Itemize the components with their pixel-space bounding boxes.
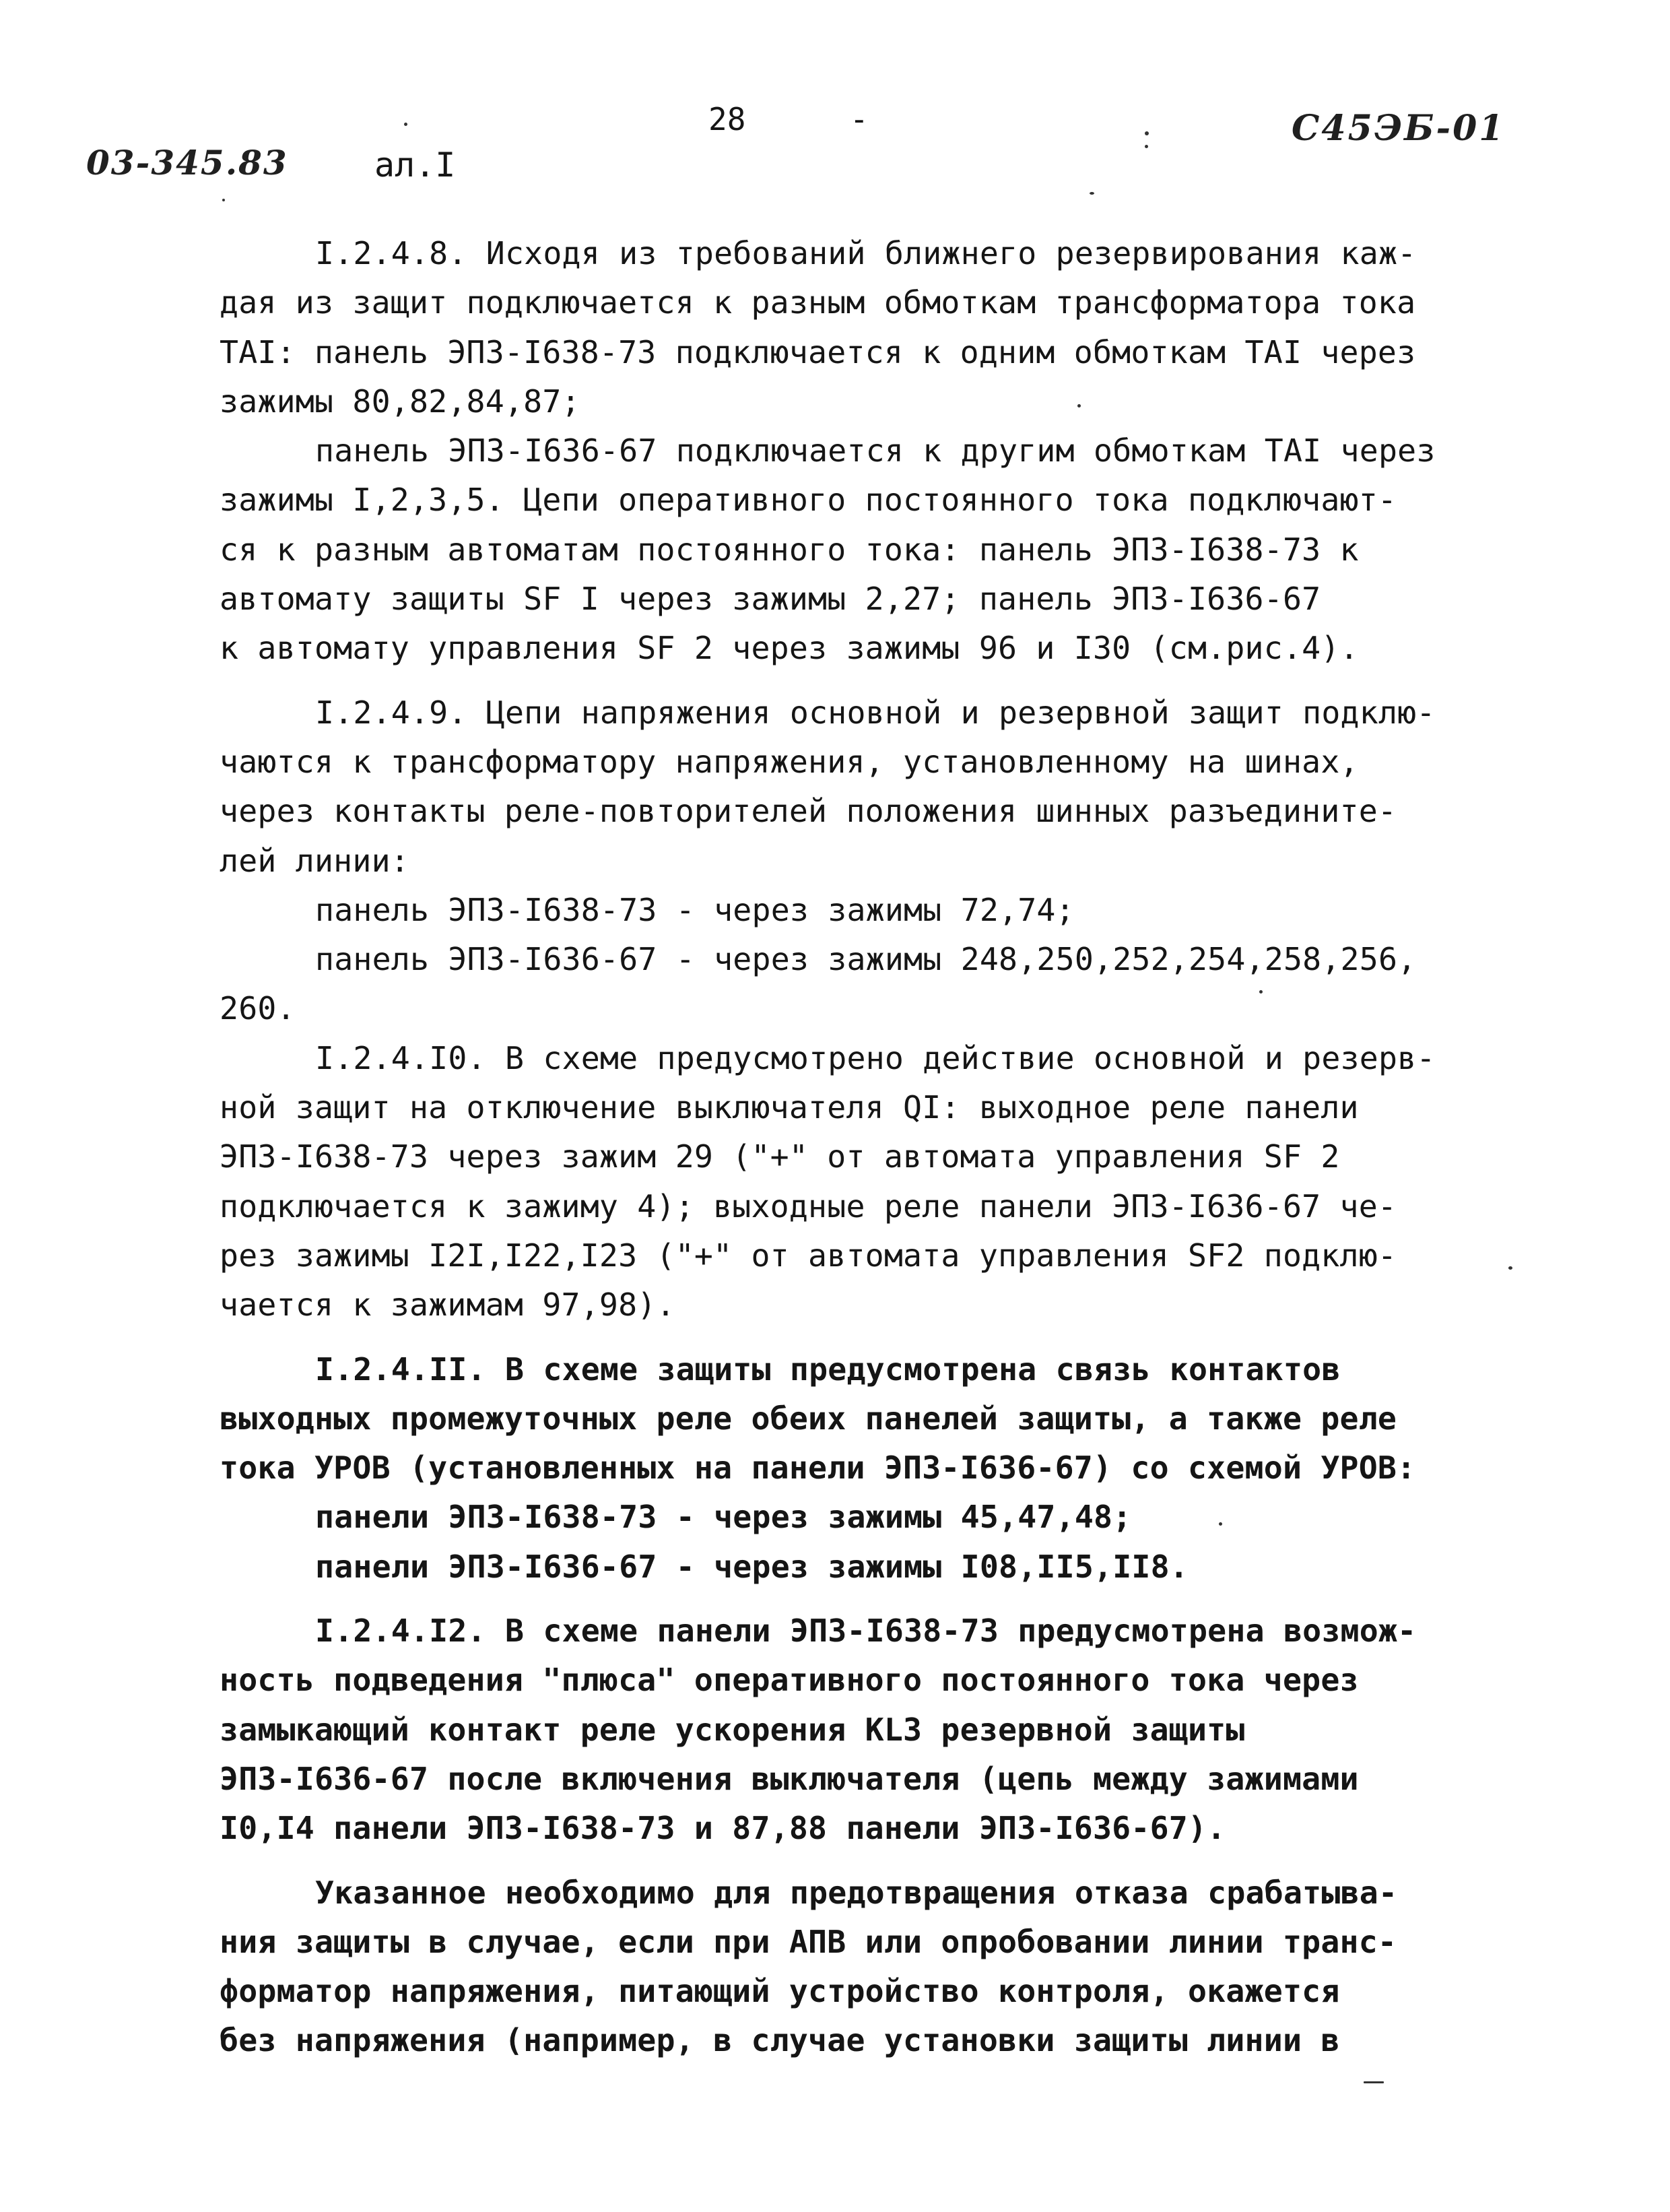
text-line: панели ЭПЗ-I636-67 - через зажимы I08,II5,II8. bbox=[315, 1548, 1189, 1585]
text-line: чаются к трансформатору напряжения, установленному на шинах, bbox=[220, 743, 1359, 780]
text-line: без напряжения (например, в случае установки защиты линии в bbox=[220, 2022, 1340, 2059]
handwritten-archive-code: С45ЭБ-01 bbox=[1292, 108, 1506, 149]
document-body bbox=[220, 229, 1485, 2066]
text-line: чается к зажимам 97,98). bbox=[220, 1287, 675, 1324]
text-line: к автомату управления SF 2 через зажимы 96 и I30 (см.рис.4). bbox=[220, 630, 1359, 667]
text-line: I.2.4.8. Исходя из требований ближнего резервирования каж- bbox=[315, 235, 1417, 271]
text-line: панели ЭПЗ-I638-73 - через зажимы 45,47,48; bbox=[315, 1499, 1132, 1536]
sheet-label: ал.I bbox=[374, 145, 456, 185]
scan-speck bbox=[1508, 1266, 1512, 1270]
scan-speck bbox=[1077, 404, 1081, 408]
scan-speck bbox=[404, 123, 407, 126]
text-line: зажимы I,2,3,5. Цепи оперативного постоянного тока подключают- bbox=[220, 482, 1397, 519]
paragraph-1-2-4-8 bbox=[220, 229, 1485, 426]
paragraph-1-2-4-11 bbox=[220, 1345, 1485, 1592]
handwritten-document-code: 03-345.83 bbox=[86, 143, 288, 183]
text-line: I.2.4.I2. В схеме панели ЭПЗ-I638-73 предусмотрена возмож- bbox=[315, 1613, 1417, 1650]
scan-speck bbox=[1145, 145, 1148, 148]
paragraph-1-2-4-10 bbox=[220, 1034, 1485, 1330]
text-line: подключается к зажиму 4); выходные реле панели ЭПЗ-I636-67 че- bbox=[220, 1188, 1397, 1225]
text-line: панель ЭПЗ-I636-67 - через зажимы 248,250,252,254,258,256, bbox=[315, 941, 1417, 978]
paragraph-1-2-4-12 bbox=[220, 1606, 1485, 1853]
text-line: I0,I4 панели ЭПЗ-I638-73 и 87,88 панели ЭПЗ-I636-67). bbox=[220, 1810, 1226, 1847]
text-line: панель ЭПЗ-I638-73 - через зажимы 72,74; bbox=[315, 891, 1075, 928]
text-line: через контакты реле-повторителей положения шинных разъедините- bbox=[220, 793, 1397, 830]
paragraph-panel-connections bbox=[220, 426, 1485, 673]
text-line: зажимы 80,82,84,87; bbox=[220, 383, 580, 420]
text-line: тока УРОВ (установленных на панели ЭПЗ-I636-67) со схемой УРОВ: bbox=[220, 1450, 1416, 1487]
paragraph-explanation bbox=[220, 1868, 1485, 2066]
text-line: рез зажимы I2I,I22,I23 ("+" от автомата управления SF2 подклю- bbox=[220, 1237, 1397, 1274]
text-line: ЭПЗ-I636-67 после включения выключателя (цепь между зажимами bbox=[220, 1760, 1359, 1797]
text-line: I.2.4.II. В схеме защиты предусмотрена связь контактов bbox=[315, 1351, 1341, 1388]
text-line: ся к разным автоматам постоянного тока: панель ЭПЗ-I638-73 к bbox=[220, 531, 1359, 568]
text-line: 260. bbox=[220, 990, 296, 1027]
text-line: ность подведения "плюса" оперативного постоянного тока через bbox=[220, 1662, 1359, 1699]
text-line: панель ЭПЗ-I636-67 подключается к другим обмоткам ТАI через bbox=[315, 432, 1436, 469]
text-line: форматор напряжения, питающий устройство контроля, окажется bbox=[220, 1973, 1340, 2010]
scan-speck bbox=[1219, 1522, 1222, 1526]
text-line: выходных промежуточных реле обеих панелей защиты, а также реле bbox=[220, 1400, 1397, 1437]
text-line: автомату защиты SF I через зажимы 2,27; панель ЭПЗ-I636-67 bbox=[220, 581, 1321, 618]
text-line: ния защиты в случае, если при АПВ или опробовании линии транс- bbox=[220, 1923, 1397, 1960]
scan-speck bbox=[222, 199, 225, 201]
text-line: ТАI: панель ЭПЗ-I638-73 подключается к одним обмоткам ТАI через bbox=[220, 333, 1416, 370]
text-line: дая из защит подключается к разным обмоткам трансформатора тока bbox=[220, 284, 1416, 321]
text-line: замыкающий контакт реле ускорения KL3 резервной защиты bbox=[220, 1711, 1245, 1748]
page-number: 28 bbox=[708, 101, 746, 137]
text-line: I.2.4.I0. В схеме предусмотрено действие основной и резерв- bbox=[315, 1039, 1436, 1076]
scan-speck bbox=[1090, 192, 1094, 195]
paragraph-1-2-4-9 bbox=[220, 688, 1485, 1034]
text-line: ЭПЗ-I638-73 через зажим 29 ("+" от автомата управления SF 2 bbox=[220, 1138, 1340, 1175]
scan-speck bbox=[1364, 2081, 1384, 2083]
text-line: Указанное необходимо для предотвращения отказа срабатыва- bbox=[315, 1874, 1398, 1911]
scan-speck bbox=[1259, 990, 1263, 994]
text-line: лей линии: bbox=[220, 842, 409, 879]
header-dash: - bbox=[850, 101, 869, 137]
scan-speck bbox=[1145, 131, 1149, 135]
text-line: ной защит на отключение выключателя QI: выходное реле панели bbox=[220, 1089, 1359, 1126]
text-line: I.2.4.9. Цепи напряжения основной и резервной защит подклю- bbox=[315, 694, 1436, 731]
